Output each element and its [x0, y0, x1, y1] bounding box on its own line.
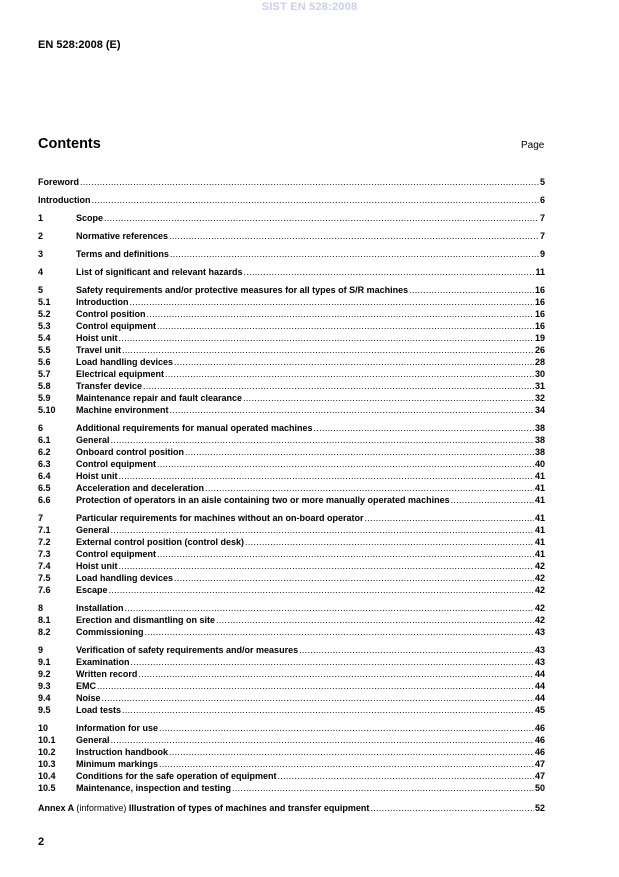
toc-entry[interactable]: [38, 308, 545, 320]
toc-entry-page: 19: [534, 333, 545, 343]
toc-entry[interactable]: [38, 770, 545, 782]
toc-entry-number: 10.2: [38, 747, 56, 757]
toc-entry[interactable]: [38, 266, 545, 278]
toc-entry[interactable]: [38, 692, 545, 704]
toc-entry[interactable]: [38, 782, 545, 794]
toc-entry-title: Load handling devices: [76, 357, 174, 367]
toc-entry-title: Commissioning: [76, 627, 144, 637]
leader-dots: [97, 680, 534, 692]
toc-entry[interactable]: [38, 356, 545, 368]
toc-entry[interactable]: [38, 560, 545, 572]
toc-entry-number: 5: [38, 285, 44, 295]
toc-entry-page: 47: [534, 759, 545, 769]
toc-entry-annex-a[interactable]: [38, 802, 545, 814]
toc-entry-page: 6: [539, 195, 545, 205]
leader-dots: [143, 380, 534, 392]
leader-dots: [174, 572, 534, 584]
toc-entry-number: 10.1: [38, 735, 56, 745]
toc-entry-title: Written record: [76, 669, 138, 679]
toc-entry-title: EMC: [76, 681, 96, 691]
toc-entry-title: Control equipment: [76, 321, 156, 331]
toc-entry-title: Examination: [76, 657, 130, 667]
annex-qualifier: (informative): [76, 803, 127, 813]
toc-entry-page: 43: [534, 657, 545, 667]
leader-dots: [122, 344, 534, 356]
toc-entry-number: 10.5: [38, 783, 56, 793]
toc-entry[interactable]: [38, 380, 545, 392]
toc-entry-title: General: [76, 435, 110, 445]
leader-dots: [111, 734, 534, 746]
toc-entry[interactable]: [38, 656, 545, 668]
toc-entry-page: 42: [534, 561, 545, 571]
toc-entry-number: 2: [38, 231, 44, 241]
toc-entry-page: 42: [534, 615, 545, 625]
toc-entry-page: 46: [534, 747, 545, 757]
leader-dots: [170, 248, 539, 260]
toc-entry-number: 6.2: [38, 447, 51, 457]
toc-entry-number: 7.2: [38, 537, 51, 547]
toc-entry-page: 45: [534, 705, 545, 715]
toc-entry-page: 41: [534, 483, 545, 493]
toc-entry[interactable]: [38, 470, 545, 482]
toc-entry-number: 6.3: [38, 459, 51, 469]
toc-entry[interactable]: [38, 368, 545, 380]
toc-entry-number: 5.7: [38, 369, 51, 379]
toc-entry-title: Information for use: [76, 723, 159, 733]
annex-prefix: Annex A: [38, 803, 74, 813]
toc-entry-number: 6.4: [38, 471, 51, 481]
leader-dots: [131, 656, 534, 668]
toc-entry-number: 3: [38, 249, 44, 259]
toc-entry-title: Introduction: [76, 297, 129, 307]
toc-entry-title: Travel unit: [76, 345, 122, 355]
toc-entry-title: General: [76, 525, 110, 535]
toc-entry-page: 31: [534, 381, 545, 391]
leader-dots: [174, 356, 534, 368]
leader-dots: [159, 758, 534, 770]
toc-entry-page: 41: [534, 549, 545, 559]
leader-dots: [244, 266, 535, 278]
toc-entry-page: 41: [534, 471, 545, 481]
leader-dots: [104, 212, 539, 224]
toc-entry-title: Safety requirements and/or protective measures for all types of S/R machines: [76, 285, 409, 295]
toc-entry[interactable]: [38, 644, 545, 656]
toc-entry-number: 6.1: [38, 435, 51, 445]
toc-entry-page: 9: [539, 249, 545, 259]
toc-entry-page: 38: [534, 435, 545, 445]
toc-entry-page: 16: [534, 321, 545, 331]
toc-entry-title: Load tests: [76, 705, 122, 715]
page-column-label: Page: [521, 140, 545, 151]
toc-entry-page: 26: [534, 345, 545, 355]
toc-entry-page: 16: [534, 309, 545, 319]
toc-entry-number: 4: [38, 267, 44, 277]
toc-entry-title: Control equipment: [76, 549, 156, 559]
toc-entry-page: 43: [534, 645, 545, 655]
leader-dots: [111, 434, 534, 446]
toc-entry-title: External control position (control desk): [76, 537, 245, 547]
toc-entry[interactable]: [38, 722, 545, 734]
toc-entry-title: Foreword: [38, 177, 80, 187]
toc-entry-title: Escape: [76, 585, 108, 595]
toc-entry[interactable]: [38, 446, 545, 458]
toc-entry-title: Control equipment: [76, 459, 156, 469]
leader-dots: [169, 230, 539, 242]
watermark: SIST EN 528:2008: [261, 1, 358, 13]
toc-entry-number: 5.9: [38, 393, 51, 403]
leader-dots: [157, 458, 534, 470]
toc-entry-title: List of significant and relevant hazards: [76, 267, 243, 277]
toc-entry-title: Scope: [76, 213, 104, 223]
toc-entry-title: Conditions for the safe operation of equipment: [76, 771, 277, 781]
toc-entry-page: 30: [534, 369, 545, 379]
toc-entry-page: 38: [534, 447, 545, 457]
leader-dots: [299, 644, 534, 656]
toc-entry[interactable]: [38, 230, 545, 242]
toc-entry-number: 5.8: [38, 381, 51, 391]
toc-entry[interactable]: [38, 512, 545, 524]
leader-dots: [169, 746, 534, 758]
leader-dots: [109, 584, 534, 596]
leader-dots: [157, 320, 534, 332]
toc-entry-number: 10: [38, 723, 49, 733]
toc-entry-number: 9.3: [38, 681, 51, 691]
toc-entry-title: Hoist unit: [76, 561, 118, 571]
leader-dots: [365, 512, 534, 524]
toc-entry-title: Transfer device: [76, 381, 143, 391]
toc-entry-title: Instruction handbook: [76, 747, 168, 757]
toc-entry-title: Introduction: [38, 195, 91, 205]
toc-entry-page: 5: [539, 177, 545, 187]
toc-entry-title: Noise: [76, 693, 101, 703]
toc-entry-title: Hoist unit: [76, 333, 118, 343]
toc-entry-title: Hoist unit: [76, 471, 118, 481]
toc-entry[interactable]: [38, 434, 545, 446]
toc-entry[interactable]: [38, 548, 545, 560]
table-of-contents: [38, 176, 545, 814]
toc-entry-page: 32: [534, 393, 545, 403]
toc-entry-number: 5.4: [38, 333, 51, 343]
toc-entry-page: 43: [534, 627, 545, 637]
leader-dots: [119, 470, 534, 482]
document-id: EN 528:2008 (E): [38, 39, 121, 51]
leader-dots: [157, 548, 534, 560]
toc-entry-title: [38, 802, 369, 814]
leader-dots: [243, 392, 534, 404]
leader-dots: [245, 536, 534, 548]
toc-entry-page: 16: [534, 297, 545, 307]
toc-entry-number: 7.6: [38, 585, 51, 595]
toc-entry-number: 5.6: [38, 357, 51, 367]
toc-entry-title: Load handling devices: [76, 573, 174, 583]
toc-entry-page: 38: [534, 423, 545, 433]
toc-entry-number: 6: [38, 423, 44, 433]
toc-entry-page: 16: [534, 285, 545, 295]
toc-entry-title: Acceleration and deceleration: [76, 483, 205, 493]
leader-dots: [216, 614, 534, 626]
toc-entry[interactable]: [38, 734, 545, 746]
toc-entry-title: Electrical equipment: [76, 369, 165, 379]
toc-entry-title: Particular requirements for machines without an on-board operator: [76, 513, 364, 523]
toc-entry-number: 10.3: [38, 759, 56, 769]
leader-dots: [147, 308, 534, 320]
toc-entry[interactable]: [38, 482, 545, 494]
toc-entry-page: 42: [534, 573, 545, 583]
toc-entry[interactable]: [38, 404, 545, 416]
leader-dots: [102, 692, 534, 704]
toc-entry-title: General: [76, 735, 110, 745]
leader-dots: [145, 626, 534, 638]
toc-entry-number: 9.2: [38, 669, 51, 679]
leader-dots: [111, 524, 534, 536]
leader-dots: [138, 668, 534, 680]
toc-entry-number: 7.1: [38, 525, 51, 535]
toc-entry-number: 7.3: [38, 549, 51, 559]
leader-dots: [119, 332, 534, 344]
toc-entry-title: Protection of operators in an aisle containing two or more manually operated machines: [76, 495, 450, 505]
toc-entry-title: Erection and dismantling on site: [76, 615, 216, 625]
toc-entry-page: 41: [534, 525, 545, 535]
toc-entry-title: Onboard control position: [76, 447, 184, 457]
toc-entry[interactable]: [38, 194, 545, 206]
leader-dots: [92, 194, 539, 206]
leader-dots: [80, 176, 539, 188]
leader-dots: [170, 404, 534, 416]
toc-entry-number: 5.1: [38, 297, 51, 307]
leader-dots: [451, 494, 534, 506]
toc-entry[interactable]: [38, 572, 545, 584]
toc-entry[interactable]: [38, 212, 545, 224]
page-number: 2: [38, 836, 45, 848]
leader-dots: [119, 560, 534, 572]
toc-entry-number: 7.4: [38, 561, 51, 571]
toc-entry[interactable]: [38, 704, 545, 716]
toc-entry-page: 44: [534, 681, 545, 691]
toc-entry-number: 1: [38, 213, 44, 223]
toc-entry[interactable]: [38, 422, 545, 434]
leader-dots: [205, 482, 534, 494]
leader-dots: [122, 704, 534, 716]
toc-entry[interactable]: [38, 248, 545, 260]
leader-dots: [370, 802, 534, 814]
toc-entry-number: 5.3: [38, 321, 51, 331]
toc-entry-number: 7: [38, 513, 44, 523]
toc-entry[interactable]: [38, 758, 545, 770]
leader-dots: [278, 770, 534, 782]
toc-entry[interactable]: [38, 284, 545, 296]
annex-title: Illustration of types of machines and transfer equipment: [128, 803, 370, 813]
toc-entry[interactable]: [38, 602, 545, 614]
toc-entry[interactable]: [38, 296, 545, 308]
toc-entry[interactable]: [38, 392, 545, 404]
toc-entry-page: 44: [534, 693, 545, 703]
leader-dots: [165, 368, 534, 380]
toc-entry-number: 8.2: [38, 627, 51, 637]
toc-entry-number: 5.5: [38, 345, 51, 355]
toc-entry-title: Verification of safety requirements and/or measures: [76, 645, 299, 655]
toc-entry[interactable]: [38, 746, 545, 758]
toc-entry-number: 9.1: [38, 657, 51, 667]
toc-entry-number: 10.4: [38, 771, 56, 781]
toc-entry-title: Control position: [76, 309, 146, 319]
toc-entry-title: Additional requirements for manual operated machines: [76, 423, 313, 433]
toc-entry-page: 28: [534, 357, 545, 367]
toc-entry[interactable]: [38, 344, 545, 356]
toc-entry-title: Terms and definitions: [76, 249, 169, 259]
toc-entry[interactable]: [38, 680, 545, 692]
toc-entry-number: 5.2: [38, 309, 51, 319]
leader-dots: [130, 296, 534, 308]
toc-entry-page: 47: [534, 771, 545, 781]
toc-entry-number: 9.5: [38, 705, 51, 715]
toc-entry-page: 44: [534, 669, 545, 679]
toc-entry[interactable]: [38, 626, 545, 638]
toc-entry-title: Machine environment: [76, 405, 169, 415]
toc-entry[interactable]: [38, 614, 545, 626]
toc-entry-number: 6.6: [38, 495, 51, 505]
toc-entry[interactable]: [38, 668, 545, 680]
leader-dots: [159, 722, 534, 734]
leader-dots: [125, 602, 534, 614]
leader-dots: [314, 422, 534, 434]
toc-entry-number: 7.5: [38, 573, 51, 583]
toc-entry-page: 41: [534, 513, 545, 523]
toc-entry-number: 9.4: [38, 693, 51, 703]
toc-entry-page: 34: [534, 405, 545, 415]
toc-entry-page: 52: [534, 803, 545, 813]
toc-entry-number: 9: [38, 645, 44, 655]
toc-entry-page: 46: [534, 735, 545, 745]
toc-entry[interactable]: [38, 176, 545, 188]
toc-entry-page: 42: [534, 603, 545, 613]
toc-entry-page: 40: [534, 459, 545, 469]
toc-entry-title: Maintenance repair and fault clearance: [76, 393, 243, 403]
toc-entry[interactable]: [38, 584, 545, 596]
toc-entry[interactable]: [38, 536, 545, 548]
toc-entry-page: 50: [534, 783, 545, 793]
toc-entry-page: 7: [539, 213, 545, 223]
toc-entry-number: 5.10: [38, 405, 56, 415]
toc-entry-page: 11: [535, 267, 545, 277]
toc-entry-title: Installation: [76, 603, 124, 613]
toc-entry-number: 8.1: [38, 615, 51, 625]
toc-entry-title: Maintenance, inspection and testing: [76, 783, 232, 793]
toc-entry[interactable]: [38, 524, 545, 536]
toc-entry-title: Normative references: [76, 231, 169, 241]
toc-entry-page: 41: [534, 495, 545, 505]
toc-entry-number: 8: [38, 603, 44, 613]
toc-entry[interactable]: [38, 494, 545, 506]
toc-entry-page: 42: [534, 585, 545, 595]
contents-title: Contents: [38, 136, 101, 152]
toc-entry[interactable]: [38, 332, 545, 344]
toc-entry-title: Minimum markings: [76, 759, 159, 769]
toc-entry-page: 46: [534, 723, 545, 733]
toc-entry-page: 41: [534, 537, 545, 547]
leader-dots: [409, 284, 534, 296]
toc-entry-number: 6.5: [38, 483, 51, 493]
toc-entry-page: 7: [539, 231, 545, 241]
toc-entry[interactable]: [38, 320, 545, 332]
toc-entry[interactable]: [38, 458, 545, 470]
leader-dots: [185, 446, 534, 458]
leader-dots: [232, 782, 534, 794]
